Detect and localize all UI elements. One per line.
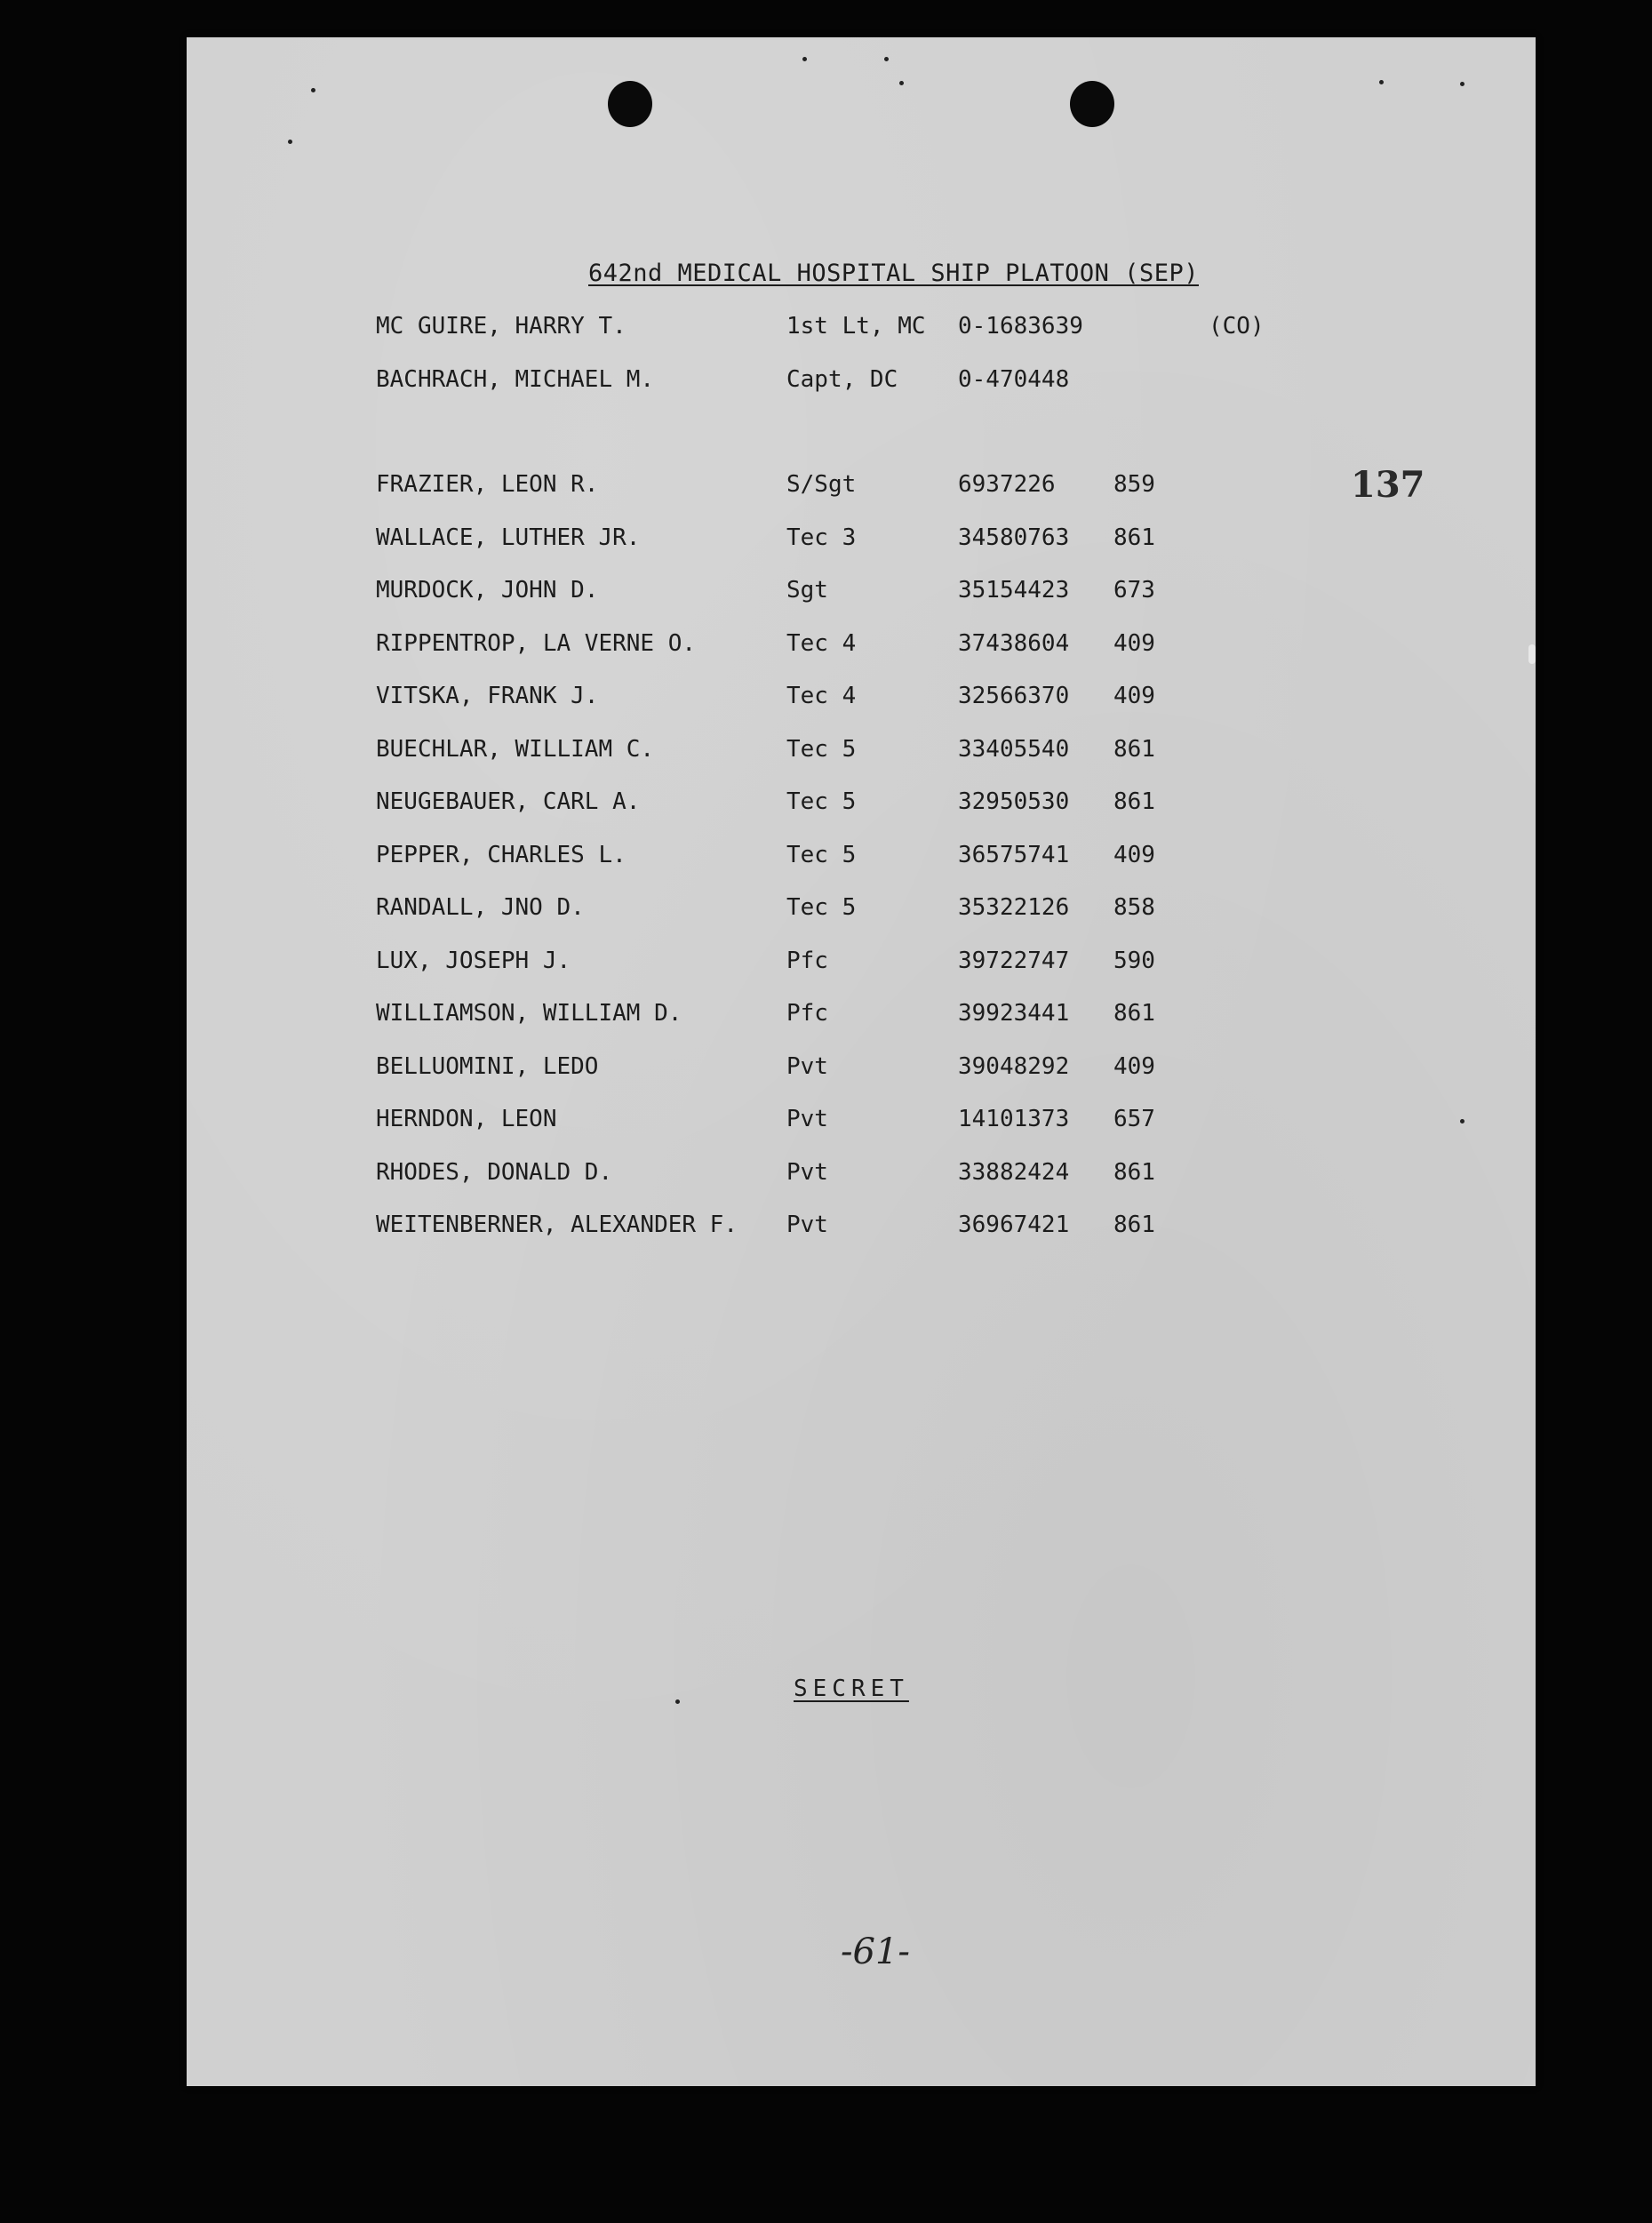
roster-mos: 409: [1113, 841, 1155, 868]
roster-mos: 673: [1113, 577, 1155, 604]
roster-name: MURDOCK, JOHN D.: [376, 577, 599, 604]
speck: [1379, 80, 1384, 84]
roster-name: HERNDON, LEON: [376, 1106, 557, 1132]
folio-number: 137: [1351, 464, 1425, 506]
roster-rank: Tec 3: [786, 524, 857, 551]
roster-serial: 0-470448: [958, 366, 1070, 393]
page-number: -61-: [841, 1931, 910, 1972]
roster-mos: 861: [1113, 1000, 1155, 1027]
roster-serial: 0-1683639: [958, 313, 1083, 340]
roster-serial: 6937226: [958, 471, 1056, 498]
roster-mos: 858: [1113, 894, 1155, 921]
roster-serial: 32950530: [958, 788, 1070, 815]
roster-rank: Pvt: [786, 1211, 828, 1238]
roster-rank: Capt, DC: [786, 366, 898, 393]
roster-serial: 34580763: [958, 524, 1070, 551]
speck: [884, 57, 889, 61]
roster-name: RANDALL, JNO D.: [376, 894, 585, 921]
classification-marking: SECRET: [794, 1675, 909, 1702]
roster-serial: 39722747: [958, 947, 1070, 974]
roster-rank: S/Sgt: [786, 471, 857, 498]
roster-mos: 409: [1113, 683, 1155, 709]
roster-serial: 32566370: [958, 683, 1070, 709]
roster-mos: 409: [1113, 1052, 1155, 1080]
speck: [675, 1699, 680, 1704]
roster-rank: Sgt: [786, 577, 828, 604]
roster-name: WEITENBERNER, ALEXANDER F.: [376, 1211, 738, 1238]
roster-name: MC GUIRE, HARRY T.: [376, 313, 626, 340]
roster-name: NEUGEBAUER, CARL A.: [376, 788, 641, 815]
speck: [311, 88, 315, 92]
roster-rank: Tec 4: [786, 683, 857, 709]
roster-mos: 861: [1113, 788, 1155, 815]
roster-name: LUX, JOSEPH J.: [376, 947, 571, 974]
roster-rank: Tec 5: [786, 788, 857, 815]
roster-name: BUECHLAR, WILLIAM C.: [376, 735, 655, 763]
roster-mos: 409: [1113, 629, 1155, 657]
punch-hole-right: [1070, 81, 1114, 127]
roster-name: FRAZIER, LEON R.: [376, 471, 599, 498]
roster-mos: 859: [1113, 471, 1155, 498]
roster-rank: Tec 5: [786, 841, 857, 868]
roster-name: BELLUOMINI, LEDO: [376, 1052, 599, 1080]
roster-mos: 861: [1113, 524, 1155, 551]
roster-mos: 861: [1113, 1211, 1155, 1238]
roster-serial: 37438604: [958, 629, 1070, 657]
punch-hole-left: [608, 81, 652, 127]
roster-rank: Pvt: [786, 1052, 828, 1080]
speck: [288, 140, 292, 144]
roster-serial: 39923441: [958, 1000, 1070, 1027]
document-title: 642nd MEDICAL HOSPITAL SHIP PLATOON (SEP): [588, 260, 1199, 287]
roster-rank: Pfc: [786, 1000, 828, 1027]
roster-rank: Pvt: [786, 1158, 828, 1186]
roster-serial: 39048292: [958, 1052, 1070, 1080]
roster-serial: 35154423: [958, 577, 1070, 604]
roster-mos: 861: [1113, 1158, 1155, 1186]
roster-serial: 14101373: [958, 1106, 1070, 1132]
roster-serial: 33405540: [958, 735, 1070, 763]
roster-mos: 657: [1113, 1106, 1155, 1132]
speck: [1460, 82, 1464, 86]
roster-note: (CO): [1209, 313, 1265, 340]
roster-name: WALLACE, LUTHER JR.: [376, 524, 641, 551]
roster-serial: 33882424: [958, 1158, 1070, 1186]
speck: [802, 57, 807, 61]
speck: [899, 81, 904, 85]
speck: [1460, 1119, 1464, 1123]
roster-mos: 590: [1113, 947, 1155, 974]
roster-serial: 36967421: [958, 1211, 1070, 1238]
roster-rank: 1st Lt, MC: [786, 313, 926, 340]
roster-rank: Pvt: [786, 1106, 828, 1132]
page-edge-mark: [1528, 644, 1536, 664]
roster-name: WILLIAMSON, WILLIAM D.: [376, 1000, 682, 1027]
roster-rank: Tec 5: [786, 894, 857, 921]
roster-rank: Tec 5: [786, 735, 857, 763]
roster-name: RHODES, DONALD D.: [376, 1158, 613, 1186]
roster-name: VITSKA, FRANK J.: [376, 683, 599, 709]
document-page: [187, 37, 1536, 2086]
roster-rank: Tec 4: [786, 629, 857, 657]
roster-mos: 861: [1113, 735, 1155, 763]
roster-serial: 36575741: [958, 841, 1070, 868]
roster-name: PEPPER, CHARLES L.: [376, 841, 626, 868]
roster-name: BACHRACH, MICHAEL M.: [376, 366, 655, 393]
roster-serial: 35322126: [958, 894, 1070, 921]
roster-name: RIPPENTROP, LA VERNE O.: [376, 629, 697, 657]
roster-rank: Pfc: [786, 947, 828, 974]
